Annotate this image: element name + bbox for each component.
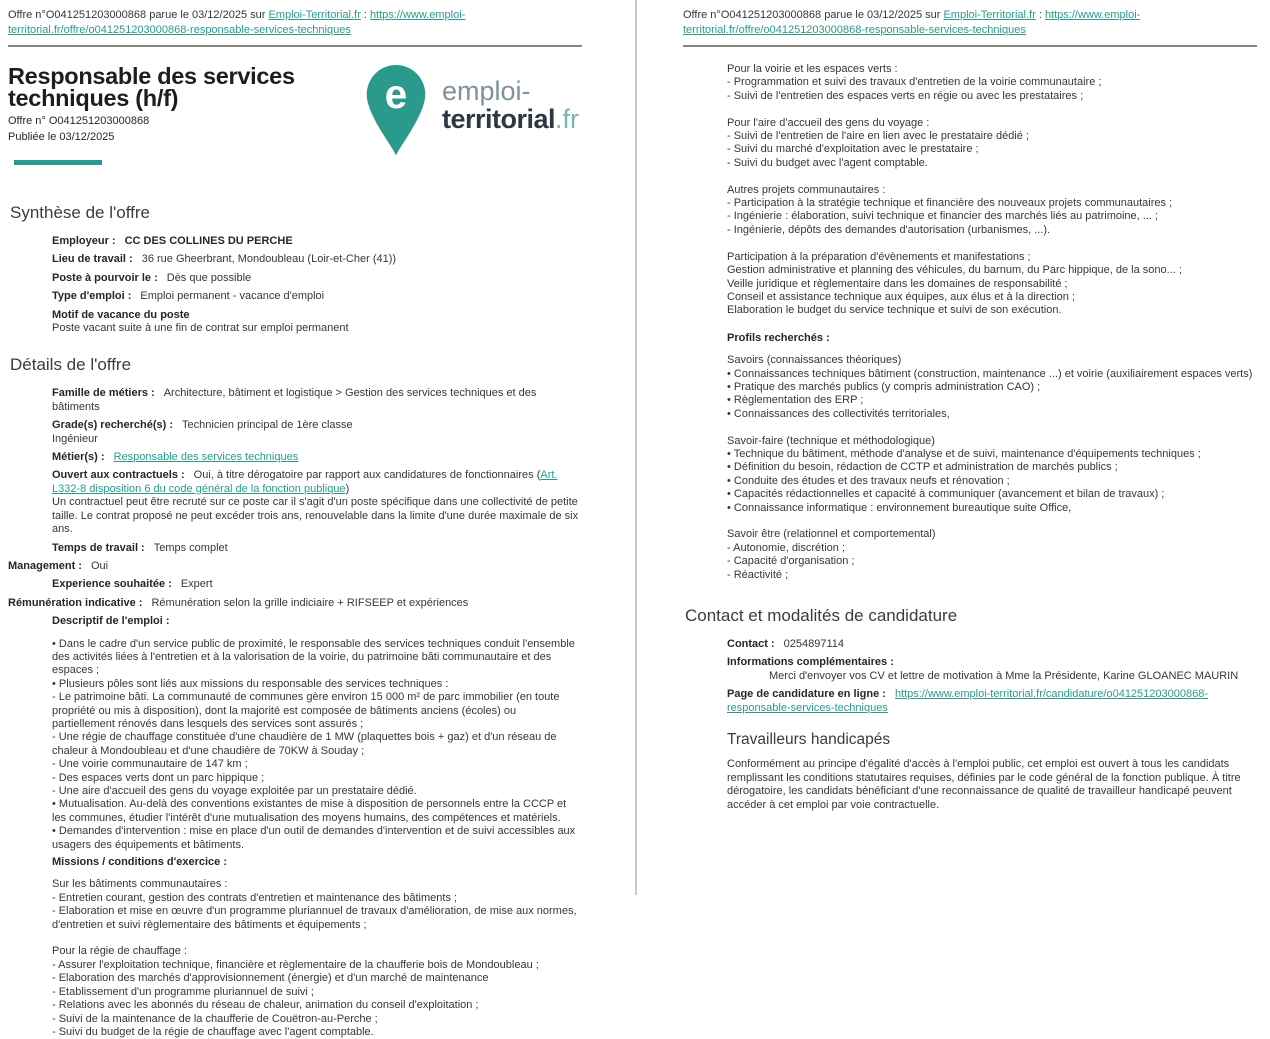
text-line: - Autonomie, discrétion ;	[727, 541, 846, 554]
accent-bar	[14, 160, 102, 165]
published-date: Publiée le 03/12/2025	[8, 131, 115, 143]
profils-label: Profils recherchés :	[727, 331, 830, 344]
text-line: Elaboration le budget du service technique et suivi de son exécution.	[727, 304, 1062, 317]
text-line: Savoir-faire (technique et méthodologique)	[727, 434, 935, 447]
section-heading-synthese: Synthèse de l'offre	[10, 203, 150, 222]
text-line	[52, 932, 582, 945]
missions-label: Missions / conditions d'exercice :	[52, 856, 227, 869]
field-employeur	[52, 235, 582, 248]
text-line: - Le patrimoine bâti. La communauté de communes gère environ 15 000 m² de parc immobilier (en toute propriété ou mis à disposition), dont la majorité est composée de bâtiments anciens (écoles) ou partiellement rénovés dans lesquels des services sont assurés ;	[52, 691, 560, 730]
field-experience	[52, 578, 582, 591]
field-motif-vacance	[52, 309, 582, 336]
header-site-link[interactable]: Emploi-Territorial.fr	[943, 9, 1036, 21]
text-line	[727, 170, 1257, 183]
details-content	[8, 387, 582, 1039]
text-line: • Plusieurs pôles sont liés aux missions du responsable des services techniques :	[52, 677, 449, 690]
metier-link[interactable]: Responsable des services techniques	[113, 451, 299, 464]
text-line: - Etablissement d'un programme pluriannuel de suivi ;	[52, 985, 314, 998]
field-label: Informations complémentaires :	[727, 656, 894, 669]
section-heading-handicap: Travailleurs handicapés	[727, 731, 891, 749]
header-url-link[interactable]: https://www.emploi-territorial.fr/offre/o041251203000868-responsable-services-techniques	[683, 9, 1141, 36]
candidature-link[interactable]: https://www.emploi-territorial.fr/candidature/o041251203000868-responsable-services-techniques	[727, 688, 1209, 714]
text-line: - Elaboration des marchés d'approvisionnement (énergie) et d'un marché de maintenance	[52, 972, 489, 985]
text-line: - Suivi du budget de la régie de chauffage avec l'agent comptable.	[52, 1025, 374, 1038]
header-separator: :	[360, 9, 370, 21]
text-line: • Conduite des études et des travaux neufs et rénovation ;	[727, 474, 1010, 487]
text-line: • Technique du bâtiment, méthode d'analyse et de suivi, maintenance d'équipements techniques ;	[727, 447, 1201, 460]
header-prefix: Offre n°O041251203000868 parue le 03/12/2025 sur	[8, 9, 269, 21]
map-pin-icon	[360, 65, 432, 157]
text-line: - Une régie de chauffage constituée d'une chaudière de 1 MW (plaquettes bois + gaz) et d'un réseau de chaleur à Mondoubleau et d'une chaudière de 70KW à Souday ;	[52, 731, 557, 757]
field-ouvert-contractuels	[52, 469, 582, 536]
field-value: CC DES COLLINES DU PERCHE	[124, 235, 293, 247]
text-line	[727, 421, 1257, 434]
header-url-link[interactable]: https://www.emploi-territorial.fr/offre/o041251203000868-responsable-services-techniques	[8, 9, 466, 36]
field-value: Architecture, bâtiment et logistique > Gestion des services techniques et des bâtiments	[52, 387, 537, 413]
field-label: Management :	[8, 559, 82, 572]
text-line: Savoirs (connaissances théoriques)	[727, 354, 902, 367]
field-value: Merci d'envoyer vos CV et lettre de motivation à Mme la Présidente, Karine GLOANEC MAURIN	[769, 669, 1239, 682]
missions-content-right	[727, 63, 1257, 582]
text-line: • Dans le cadre d'un service public de proximité, le responsable des services techniques conduit l'ensemble des activités liées à l'entretien et à la valorisation de la voirie, du patrimoine bâti communautaire et des espaces ;	[52, 637, 575, 677]
text-line: - Entretien courant, gestion des contrats d'entretien et maintenance des bâtiments ;	[52, 891, 458, 904]
field-value: Technicien principal de 1ère classe	[182, 419, 353, 432]
document-header	[8, 8, 582, 47]
logo-word-fr: .fr	[555, 104, 580, 134]
field-label: Lieu de travail :	[52, 253, 133, 266]
logo-word-territorial: territorial	[442, 104, 556, 134]
article-l332-8-link[interactable]: Art. L332-8 disposition 6 du code général de la fonction publique	[52, 469, 558, 495]
field-label: Experience souhaitée :	[52, 578, 172, 591]
field-label: Temps de travail :	[52, 541, 145, 554]
text-line: - Réactivité ;	[727, 568, 789, 581]
contact-content	[727, 638, 1257, 812]
section-heading-contact: Contact et modalités de candidature	[685, 606, 958, 626]
field-value: Oui	[90, 559, 109, 572]
field-value: 36 rue Gheerbrant, Mondoubleau (Loir-et-Cher (41))	[141, 253, 397, 266]
masthead	[8, 65, 585, 183]
profils-lines	[727, 354, 1257, 582]
text-line: • Définition du besoin, rédaction de CCTP et administration de marchés publics ;	[727, 461, 1118, 474]
field-label: Grade(s) recherché(s) :	[52, 419, 174, 432]
text-line: - Ingénierie : élaboration, suivi technique et financier des marchés liés au patrimoine, ... ;	[727, 210, 1159, 223]
field-value-2: Ingénieur	[52, 432, 98, 445]
document-header	[683, 8, 1257, 47]
text-line: - Participation à la stratégie technique et financière des nouveaux projets communautaires ;	[727, 197, 1173, 210]
text-line: Savoir être (relationnel et comportemental)	[727, 528, 936, 541]
text-line: Pour la voirie et les espaces verts :	[727, 63, 898, 75]
text-line: Pour la régie de chauffage :	[52, 945, 187, 958]
section-heading-details: Détails de l'offre	[10, 355, 132, 375]
field-grades	[52, 419, 582, 446]
field-value: 0254897114	[783, 638, 845, 651]
logo-text	[442, 77, 579, 133]
missions-lines-right	[727, 63, 1257, 318]
field-lieu-de-travail	[52, 253, 582, 266]
descriptif-label: Descriptif de l'emploi :	[52, 615, 170, 628]
text-line: - Assurer l'exploitation technique, financière et règlementaire de la chaufferie bois de Mondoubleau ;	[52, 958, 539, 971]
text-line: - Suivi de la maintenance de la chaufferie de Couëtron-au-Perche ;	[52, 1012, 378, 1025]
field-temps-travail	[52, 542, 582, 555]
text-line: Veille juridique et règlementaire dans les domaines de responsabilité ;	[727, 277, 1068, 290]
field-label: Page de candidature en ligne :	[727, 688, 886, 701]
contractuels-note: Un contractuel peut être recruté sur ce poste car il s'agit d'un poste spécifique dans une collectivité de petite taille. Le contrat proposé ne peut excéder trois ans, renouvelable dans la limite d'une durée maximale de six ans.	[52, 496, 579, 536]
field-value: Oui, à titre dérogatoire par rapport aux candidatures de fonctionnaires (	[193, 469, 541, 482]
handicap-text: Conformément au principe d'égalité d'accès à l'emploi public, cet emploi est ouvert à tous les candidats remplissant les conditions statutaires requises, définies par le code général de la fonction publique. À titre dérogatoire, les candidats bénéficiant d'une reconnaissance de qualité de travailleur handicapé peuvent accéder à cet emploi par voie contractuelle.	[727, 758, 1241, 811]
field-label: Poste à pourvoir le :	[52, 271, 158, 284]
text-line: • Connaissance informatique : environnement bureautique suite Office,	[727, 501, 1072, 514]
text-line: Conseil et assistance technique aux équipes, aux élus et à la direction ;	[727, 290, 1075, 303]
field-value: Temps complet	[153, 541, 228, 554]
text-line: d'entretien et suivi règlementaire des bâtiments et équipements ;	[52, 918, 367, 931]
text-line: - Suivi du marché d'exploitation avec le prestataire ;	[727, 143, 979, 156]
field-label: Ouvert aux contractuels :	[52, 469, 185, 482]
text-line: - Ingénierie, dépôts des demandes d'autorisation (urbanismes, ...).	[727, 223, 1051, 236]
descriptif-lines	[52, 638, 582, 853]
text-line: - Suivi du budget avec l'agent comptable.	[727, 156, 928, 169]
field-management	[8, 560, 582, 573]
field-label: Métier(s) :	[52, 451, 105, 464]
text-line: • Mutualisation. Au-delà des conventions existantes de mise à disposition de personnels entre la CCCP et les communes, étudier l'intérêt d'une mutualisation des moyens humains, des compétences et matériels.	[52, 798, 567, 824]
text-line	[727, 103, 1257, 116]
text-line: - Une aire d'accueil des gens du voyage exploitée par un prestataire dédié.	[52, 785, 417, 797]
text-line: • Connaissances des collectivités territoriales,	[727, 407, 950, 420]
logo-word-emploi: emploi-	[442, 76, 531, 106]
text-line	[727, 237, 1257, 250]
synthese-content	[52, 235, 582, 335]
page-1	[0, 0, 635, 1038]
emploi-territorial-logo	[360, 65, 579, 157]
header-site-link[interactable]: Emploi-Territorial.fr	[268, 9, 361, 21]
field-value: Poste vacant suite à une fin de contrat sur emploi permanent	[52, 322, 349, 335]
field-value: Dès que possible	[166, 271, 252, 284]
text-line: - Relations avec les abonnés du réseau de chaleur, animation du conseil d'exploitation ;	[52, 999, 479, 1012]
field-poste-a-pourvoir	[52, 272, 582, 285]
field-remuneration	[8, 597, 582, 610]
text-line: - Des espaces verts dont un parc hippique ;	[52, 771, 265, 784]
text-line: • Demandes d'intervention : mise en place d'un outil de demandes d'intervention et de suivi accessibles aux usagers des équipements et bâtiments.	[52, 825, 576, 851]
field-value: Emploi permanent - vacance d'emploi	[140, 290, 325, 303]
text-line: Participation à la préparation d'évènements et manifestations ;	[727, 250, 1031, 263]
field-label: Type d'emploi :	[52, 290, 132, 303]
text-line: Gestion administrative et planning des véhicules, du barnum, du Parc hippique, de la sono... ;	[727, 264, 1182, 277]
field-informations	[727, 656, 1257, 683]
field-label: Contact :	[727, 638, 775, 651]
page-title: Responsable des services techniques (h/f)	[8, 63, 295, 111]
text-line	[727, 515, 1257, 528]
text-line: - Programmation et suivi des travaux d'entretien de la voirie communautaire ;	[727, 76, 1102, 89]
text-line: - Une voirie communautaire de 147 km ;	[52, 758, 248, 771]
field-metiers	[52, 451, 582, 464]
offer-number: Offre n° O041251203000868	[8, 115, 150, 127]
text-line: - Elaboration et mise en œuvre d'un programme pluriannuel de travaux d'amélioration, de mise aux normes,	[52, 905, 577, 918]
field-label: Famille de métiers :	[52, 387, 155, 400]
text-line: • Règlementation des ERP ;	[727, 394, 864, 407]
text-line: Autres projets communautaires :	[727, 183, 886, 196]
field-type-emploi	[52, 290, 582, 303]
field-page-candidature	[727, 688, 1257, 715]
field-label: Employeur :	[52, 235, 116, 247]
header-prefix: Offre n°O041251203000868 parue le 03/12/2025 sur	[683, 9, 944, 21]
missions-lines-left	[52, 878, 582, 1039]
field-label: Rémunération indicative :	[8, 596, 143, 609]
header-separator: :	[1035, 9, 1045, 21]
field-value-suffix: )	[345, 482, 350, 495]
text-line: Sur les bâtiments communautaires :	[52, 878, 228, 891]
text-line: - Suivi de l'entretien de l'aire en lien avec le prestataire dédié ;	[727, 130, 1029, 143]
text-line: Pour l'aire d'accueil des gens du voyage :	[727, 116, 930, 129]
text-line: - Capacité d'organisation ;	[727, 555, 855, 568]
field-label: Motif de vacance du poste	[52, 308, 190, 321]
logo-pin-letter: e	[384, 71, 408, 118]
field-famille-metiers	[52, 387, 582, 414]
text-line: • Pratique des marchés publics (y compris administration CAO) ;	[727, 380, 1041, 393]
field-contact	[727, 638, 1257, 651]
field-value: Rémunération selon la grille indiciaire + RIFSEEP et expériences	[151, 596, 469, 609]
text-line: • Connaissances techniques bâtiment (construction, maintenance ...) et voirie (auxiliairement espaces verts)	[727, 367, 1253, 380]
text-line: • Capacités rédactionnelles et capacité à communiquer (avancement et bilan de travaux) ;	[727, 488, 1165, 501]
text-line: - Suivi de l'entretien des espaces verts en régie ou avec les prestataires ;	[727, 89, 1084, 102]
field-value: Expert	[180, 578, 213, 591]
page-2	[635, 0, 1270, 895]
